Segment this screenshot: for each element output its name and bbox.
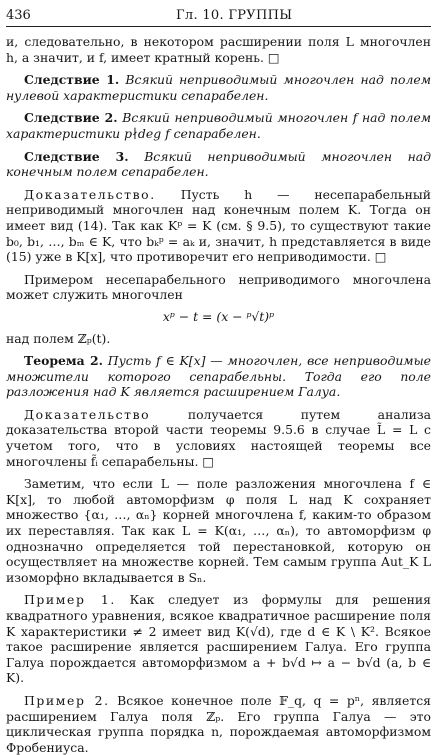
proof-label: Доказательство. xyxy=(24,186,156,202)
theorem-2-text: Пусть f ∈ K[x] — многочлен, все неприводимые множители которого сепарабельны. Тогда его поле разложения над K является расширением Галуа. xyxy=(6,353,431,400)
proof-2-label: Доказательство xyxy=(24,406,151,422)
corollary-3-title: Следствие 3. xyxy=(24,148,129,164)
corollary-1 xyxy=(6,72,431,103)
example-2-text: Всякое конечное поле 𝔽_q, q = pⁿ, является расширением Галуа поля ℤₚ. Его группа Галуа — это циклическая группа порядка n, порождаемая автоморфизмом Фробениуса. xyxy=(6,692,431,755)
page-header xyxy=(6,6,431,26)
corollary-2 xyxy=(6,110,431,141)
example-2 xyxy=(6,693,431,755)
page-body xyxy=(6,34,431,755)
corollary-1-title: Следствие 1. xyxy=(24,72,120,88)
theorem-2 xyxy=(6,353,431,400)
example-1-label: Пример 1. xyxy=(24,592,116,608)
over-field-line: над полем ℤₚ(t). xyxy=(6,330,111,346)
book-page xyxy=(6,6,431,755)
page-number: 436 xyxy=(6,8,31,23)
remark-paragraph: Заметим, что если L — поле разложения многочлена f ∈ K[x], то любой автоморфизм φ поля L над K сохраняет множество {α₁, …, αₙ} корней многочлена f, каким-то образом их переставляя. Так как L = K(α₁, …, αₙ), то автоморфизм φ однозначно определяется той перестановкой, которую он осуществляет на множестве корней. Тем самым группа Aut_K L изоморфно вкладывается в Sₙ. xyxy=(6,476,431,585)
theorem-2-title: Теорема 2. xyxy=(24,353,103,369)
proof-paragraph xyxy=(6,187,431,265)
example-1 xyxy=(6,592,431,686)
paragraph-continuation: и, следовательно, в некотором расширении поля L многочлен h, а значит, и f, имеет кратный корень. □ xyxy=(6,34,431,65)
proof-text: Пусть h — несепарабельный неприводимый многочлен над конечным полем K. Тогда он имеет вид (14). Так как Kᵖ = K (см. § 9.5), то существуют такие b₀, b₁, …, bₘ ∈ K, что bₖᵖ = aₖ и, значит, h представляется в виде (15) уже в K[x], что противоречит его неприводимости. □ xyxy=(6,186,431,265)
corollary-2-title: Следствие 2. xyxy=(24,110,118,126)
corollary-1-text: Всякий неприводимый многочлен над полем нулевой характеристики сепарабелен. xyxy=(6,72,431,103)
display-formula: xᵖ − t = (x − ᵖ√t)ᵖ xyxy=(162,308,275,324)
corollary-3-text: Всякий неприводимый многочлен над конечным полем сепарабелен. xyxy=(6,148,431,180)
proof-2-text: получается путем анализа доказательства второй части теоремы 9.5.6 в случае L̃ = L с учетом того, что в условиях настоящей теоремы все многочлены f̃ᵢ сепарабельны. □ xyxy=(6,406,431,469)
running-title: Гл. 10. ГРУППЫ xyxy=(176,8,293,23)
header-rule xyxy=(6,26,431,27)
proof-2-paragraph xyxy=(6,407,431,469)
corollary-2-text: Всякий неприводимый многочлен f над полем характеристики p∤deg f сепарабелен. xyxy=(6,110,431,141)
example-2-label: Пример 2. xyxy=(24,692,110,708)
corollary-3 xyxy=(6,149,431,180)
example-1-text: Как следует из формулы для решения квадратного уравнения, всякое квадратичное расширение поля K характеристики ≠ 2 имеет вид K(√d), где d ∈ K \ K². Всякое такое расширение является расширением Галуа. Его группа Галуа порождается автоморфизмом a + b√d ↦ a − b√d (a, b ∈ K). xyxy=(6,592,431,686)
example-intro: Примером несепарабельного неприводимого многочлена может служить многочлен xyxy=(6,271,431,303)
